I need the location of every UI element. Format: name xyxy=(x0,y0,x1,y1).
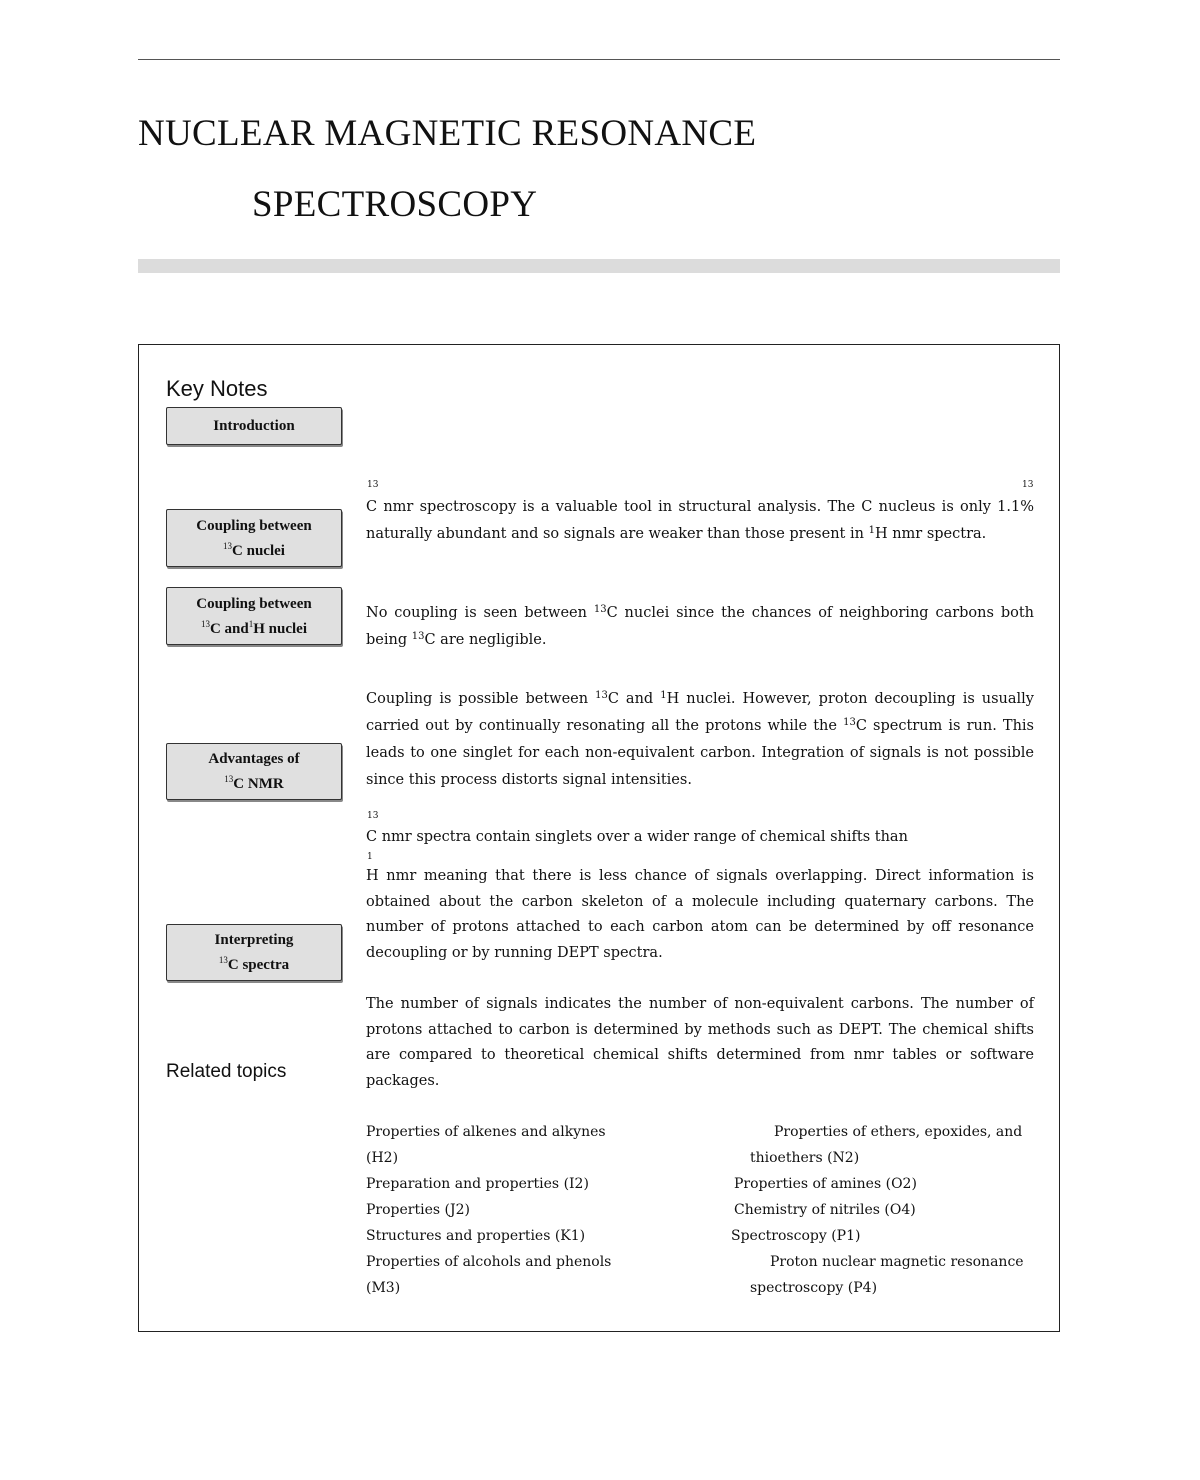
tag-coupling-13c-h-line1: Coupling between xyxy=(196,595,312,612)
tag-introduction-label: Introduction xyxy=(213,418,295,434)
advantages-sup-a: 13 xyxy=(367,811,379,821)
related-topic-item[interactable]: Spectroscopy (P1) xyxy=(731,1228,861,1244)
related-topic-item[interactable]: Preparation and properties (I2) xyxy=(366,1176,589,1192)
top-rule xyxy=(138,59,1060,60)
advantages-sup-b: 1 xyxy=(367,852,373,862)
related-topic-item[interactable]: Properties of alkenes and alkynes xyxy=(366,1124,606,1140)
tag-interpreting-line1: Interpreting xyxy=(214,932,294,948)
tag-advantages-line1: Advantages of xyxy=(208,751,300,767)
related-topic-item[interactable]: Properties (J2) xyxy=(366,1202,470,1218)
title-underline-bar xyxy=(138,259,1060,273)
tag-interpreting-line2: $^{13}$C spectra xyxy=(218,955,290,973)
tag-advantages-line2: $^{13}$C NMR xyxy=(224,774,284,792)
related-topic-item[interactable]: (H2) xyxy=(366,1150,399,1166)
advantages-line1: C nmr spectra contain singlets over a wider range of chemical shifts than xyxy=(366,829,908,845)
related-topic-item[interactable]: Properties of alcohols and phenols xyxy=(366,1254,612,1270)
related-topic-item[interactable]: spectroscopy (P4) xyxy=(750,1280,878,1296)
tag-coupling-13c-line1: Coupling between xyxy=(196,517,312,534)
related-topic-item[interactable]: Structures and properties (K1) xyxy=(366,1228,586,1244)
key-notes-heading: Key Notes xyxy=(166,376,268,401)
coupling-h-paragraph: Coupling is possible between $^{13}$C and $^1$H nuclei. However, proton decoupling is usually carried out by continually resonating all the protons while the $^{13}$C spectrum is run. This leads to one singlet for each non-equivalent carbon. Integration of signals is not possible since this process distorts signal intensities. xyxy=(366,690,1035,788)
tag-coupling-13c-line2: $^{13}$C nuclei xyxy=(223,540,285,559)
tag-coupling-13c xyxy=(166,509,342,567)
chapter-title-line2: SPECTROSCOPY xyxy=(252,184,538,225)
tag-introduction xyxy=(166,407,342,445)
advantages-paragraph: H nmr meaning that there is less chance of signals overlapping. Direct information is obtained about the carbon skeleton of a molecule including quaternary carbons. The number of protons attached to each carbon atom can be determined by off resonance decoupling or by running DEPT spectra. xyxy=(366,868,1034,961)
related-topic-item[interactable]: Properties of amines (O2) xyxy=(734,1176,917,1192)
related-topic-item[interactable]: Chemistry of nitriles (O4) xyxy=(734,1202,916,1218)
related-topics-heading: Related topics xyxy=(166,1061,287,1082)
tag-coupling-13c-h xyxy=(166,587,342,645)
related-topic-item[interactable]: (M3) xyxy=(366,1280,401,1296)
interpreting-paragraph: The number of signals indicates the number of non-equivalent carbons. The number of protons attached to carbon is determined by methods such as DEPT. The chemical shifts are compared to theoretical chemical shifts determined from nmr tables or software packages. xyxy=(366,996,1034,1089)
intro-sup-b: 13 xyxy=(1022,480,1034,490)
tag-interpreting xyxy=(166,924,342,981)
related-topic-item[interactable]: Properties of ethers, epoxides, and xyxy=(774,1124,1023,1140)
intro-sup-a: 13 xyxy=(367,480,379,490)
coupling-13c-paragraph: No coupling is seen between $^{13}$C nuclei since the chances of neighboring carbons both being $^{13}$C are negligible. xyxy=(366,604,1035,648)
intro-paragraph: C nmr spectroscopy is a valuable tool in structural analysis. The C nucleus is only 1.1% naturally abundant and so signals are weaker than those present in $^1$H nmr spectra. xyxy=(366,499,1034,542)
related-topic-item[interactable]: thioethers (N2) xyxy=(750,1150,860,1166)
related-topic-item[interactable]: Proton nuclear magnetic resonance xyxy=(770,1254,1024,1270)
tag-advantages xyxy=(166,743,342,800)
chapter-title-line1: NUCLEAR MAGNETIC RESONANCE xyxy=(138,113,757,154)
tag-coupling-13c-h-line2: $^{13}$C and$^1$H nuclei xyxy=(200,618,308,637)
